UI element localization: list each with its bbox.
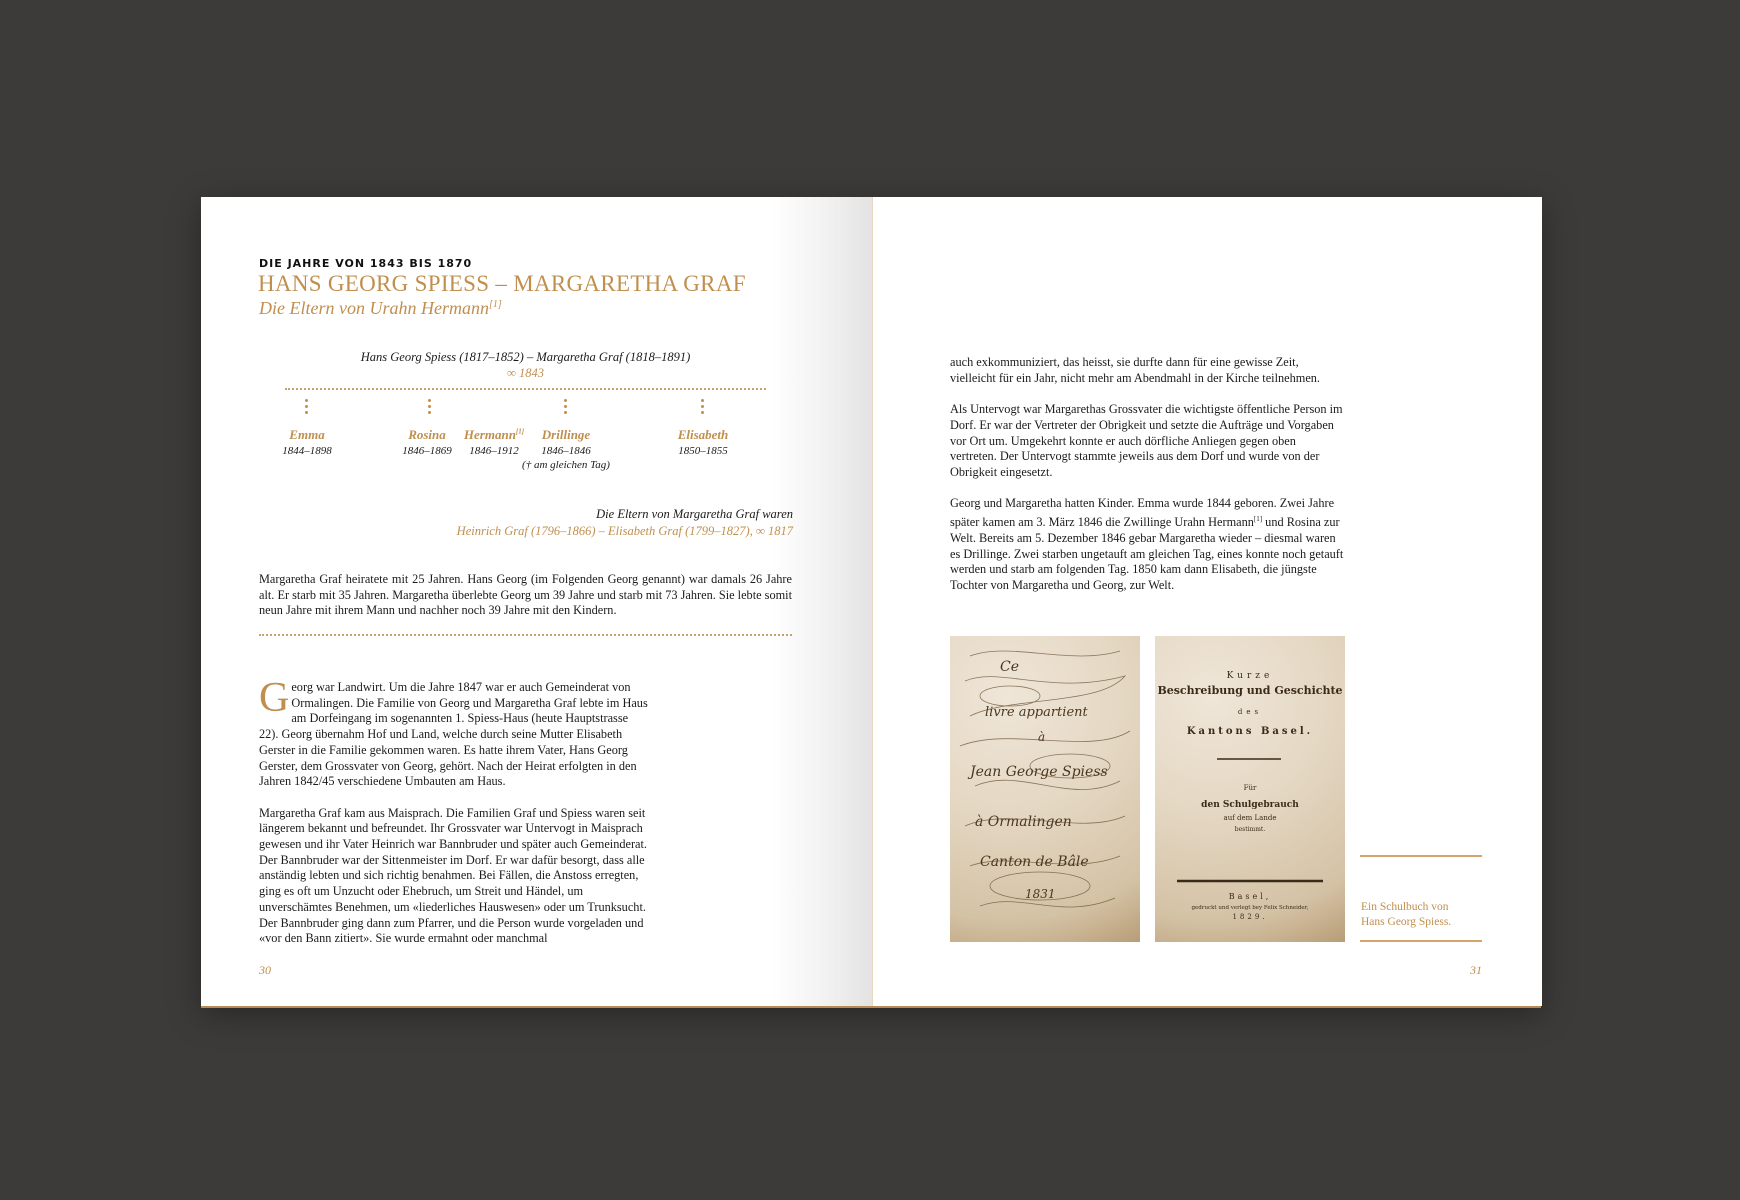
tree-child [267,427,347,457]
svg-text:gedruckt und verlegt bey Felix: gedruckt und verlegt bey Felix Schneider, [1191,905,1309,911]
child-name: Hermann [463,427,516,442]
drop-cap: G [259,675,290,721]
tree-child [391,427,463,457]
page-number-right: 31 [1470,963,1482,977]
figure-caption [1361,900,1451,930]
svg-text:Für: Für [1243,784,1257,792]
grandparents-label: Die Eltern von Margaretha Graf waren [596,507,793,521]
child-name: Emma [289,427,325,442]
svg-text:Kantons Basel.: Kantons Basel. [1186,726,1314,737]
svg-text:Canton de Bâle: Canton de Bâle [980,854,1089,870]
tree-child [653,427,753,457]
connector-dots-icon [305,399,309,417]
schoolbook-titlepage-photo [1155,636,1345,942]
svg-text:à: à [1038,730,1046,744]
svg-text:1829.: 1829. [1232,913,1268,921]
svg-text:Kurze: Kurze [1226,671,1274,681]
left-page [201,197,872,1006]
section-eyebrow: DIE JAHRE VON 1843 BIS 1870 [259,257,473,270]
titlepage-illustration [1155,636,1345,942]
child-name: Drillinge [541,427,591,442]
connector-dots-icon [428,399,432,417]
calligraphy-illustration [950,636,1140,942]
body-paragraph [950,496,1344,593]
section-divider [259,634,792,636]
connector-dots-icon [564,399,568,417]
child-dates: 1850–1855 [678,445,728,457]
svg-text:Jean George Spiess: Jean George Spiess [970,764,1108,780]
caption-line-2: Hans Georg Spiess. [1361,916,1452,928]
caption-top-rule [1360,855,1482,857]
svg-text:Basel,: Basel, [1228,892,1272,901]
child-dates: 1846–1846 [541,445,591,457]
child-name: Rosina [408,427,446,442]
page-subtitle [259,298,502,319]
caption-bottom-rule [1360,940,1482,942]
page-number-left: 30 [259,963,271,977]
body-paragraph [259,675,649,790]
svg-text:à Ormalingen: à Ormalingen [975,814,1072,830]
svg-text:den Schulgebrauch: den Schulgebrauch [1201,800,1299,810]
connector-dots-icon [701,399,705,417]
tree-parents: Hans Georg Spiess (1817–1852) – Margaretha Graf (1818–1891) [360,350,691,364]
body-column [259,675,649,963]
subtitle-text: Die Eltern von Urahn Hermann [259,298,489,318]
tree-child [516,427,616,471]
caption-line-1: Ein Schulbuch von [1361,901,1449,913]
right-page [872,197,1542,1006]
body-text: eorg war Landwirt. Um die Jahre 1847 war er auch Gemeinderat von Ormalingen. Die Familie von Georg und Margaretha Graf lebte im Haus am Dorfeingang im sogenannten 1. Spiess-Haus (heute Hauptstrasse 22). Georg übernahm Hof und Land, welche durch seine Mutter Elisabeth Gerster in die Familie gekommen waren. Es hatte ihrem Vater, Hans Georg Gerster, dem Grossvater von Georg, gehört. Nach der Heirat erfolgten in den Jahren 1842/45 verschiedene Umbauten am Haus. [259,680,648,789]
child-dates: 1844–1898 [282,445,332,457]
tree-dotted-line [285,388,766,390]
body-text: und Rosina zur Welt. Bereits am 5. Dezember 1846 gebar Margaretha wieder – diesmal waren es Drillinge. Zwei starben ungetauft am gleichen Tag, eines konnte noch getauft werden und starb am folgenden Tag. 1850 kam dann Elisabeth, die jüngste Tochter von Margaretha und Georg, zur Welt. [950,515,1344,592]
svg-text:des: des [1237,708,1263,716]
page-title: HANS GEORG SPIESS – MARGARETHA GRAF [258,271,746,296]
grandparents-block [457,507,793,539]
svg-text:bestimmt.: bestimmt. [1234,826,1266,833]
body-paragraph: Margaretha Graf kam aus Maisprach. Die Familien Graf und Spiess waren seit längerem bekannt und befreundet. Ihr Grossvater war Untervogt in Maisprach gewesen und ihr Vater Heinrich war Bannbruder und später auch Gemeinderat. Der Bannbruder war der Sittenmeister im Dorf. Er war dafür besorgt, dass alle anständig lebten und sich richtig benahmen. Bei Fällen, die Anstoss erregten, ging es oft um Unzucht oder Ehebruch, um Streit und Händel, um unverschämtes Benehmen, um «liederliches Hauswesen» oder um Trunksucht. Der Bannbruder ging dann zum Pfarrer, und die Person wurde vorgeladen und «vor den Bann zitiert». Sie wurde ermahnt oder manchmal [259,805,648,946]
child-dates: 1846–1869 [402,445,452,457]
body-paragraph: auch exkommuniziert, das heisst, sie durfte dann für eine gewisse Zeit, vielleicht für ein Jahr, nicht mehr am Abendmahl in der Kirche teilnehmen. [950,355,1320,385]
calligraphy-line: Ce [1000,659,1019,675]
footnote-ref: [1] [515,427,525,436]
footnote-ref: [1] [488,299,502,310]
book-spread [201,197,1541,1006]
svg-text:1831: 1831 [1025,887,1056,901]
svg-text:Beschreibung und Geschichte: Beschreibung und Geschichte [1157,684,1343,697]
svg-text:auf dem Lande: auf dem Lande [1223,814,1277,822]
child-note: († am gleichen Tag) [522,459,610,471]
child-name: Elisabeth [677,427,729,442]
child-dates: 1846–1912 [469,445,519,457]
body-paragraph: Als Untervogt war Margarethas Grossvater die wichtigste öffentliche Person im Dorf. Er war der Vertreter der Obrigkeit und setzte die Aufträge und Vorgaben vor Ort um. Umgekehrt konnte er auch dörfliche Anliegen gegen oben vertreten. Der Untervogt stammte jeweils aus dem Dorf und wurde von der Obrigkeit eingesetzt. [950,402,1343,479]
body-text: Georg und Margaretha hatten Kinder. Emma wurde 1844 geboren. Zwei Jahre später kamen am 3. März 1846 die Zwillinge Urahn Hermann [950,496,1335,530]
intro-paragraph: Margaretha Graf heiratete mit 25 Jahren. Hans Georg (im Folgenden Georg genannt) war damals 26 Jahre alt. Er starb mit 35 Jahren. Margaretha überlebte Georg um 39 Jahre und starb mit 73 Jahren. Sie lebte somit neun Jahre mit ihrem Mann und nachher noch 39 Jahre mit den Kindern. [259,572,792,618]
right-text-column [950,355,1344,609]
grandparents-names: Heinrich Graf (1796–1866) – Elisabeth Graf (1799–1827), ∞ 1817 [456,524,793,538]
tree-marriage: ∞ 1843 [506,366,545,380]
svg-text:livre appartient: livre appartient [985,705,1088,720]
schoolbook-cover-photo [950,636,1140,942]
footnote-ref: [1] [1253,515,1263,523]
